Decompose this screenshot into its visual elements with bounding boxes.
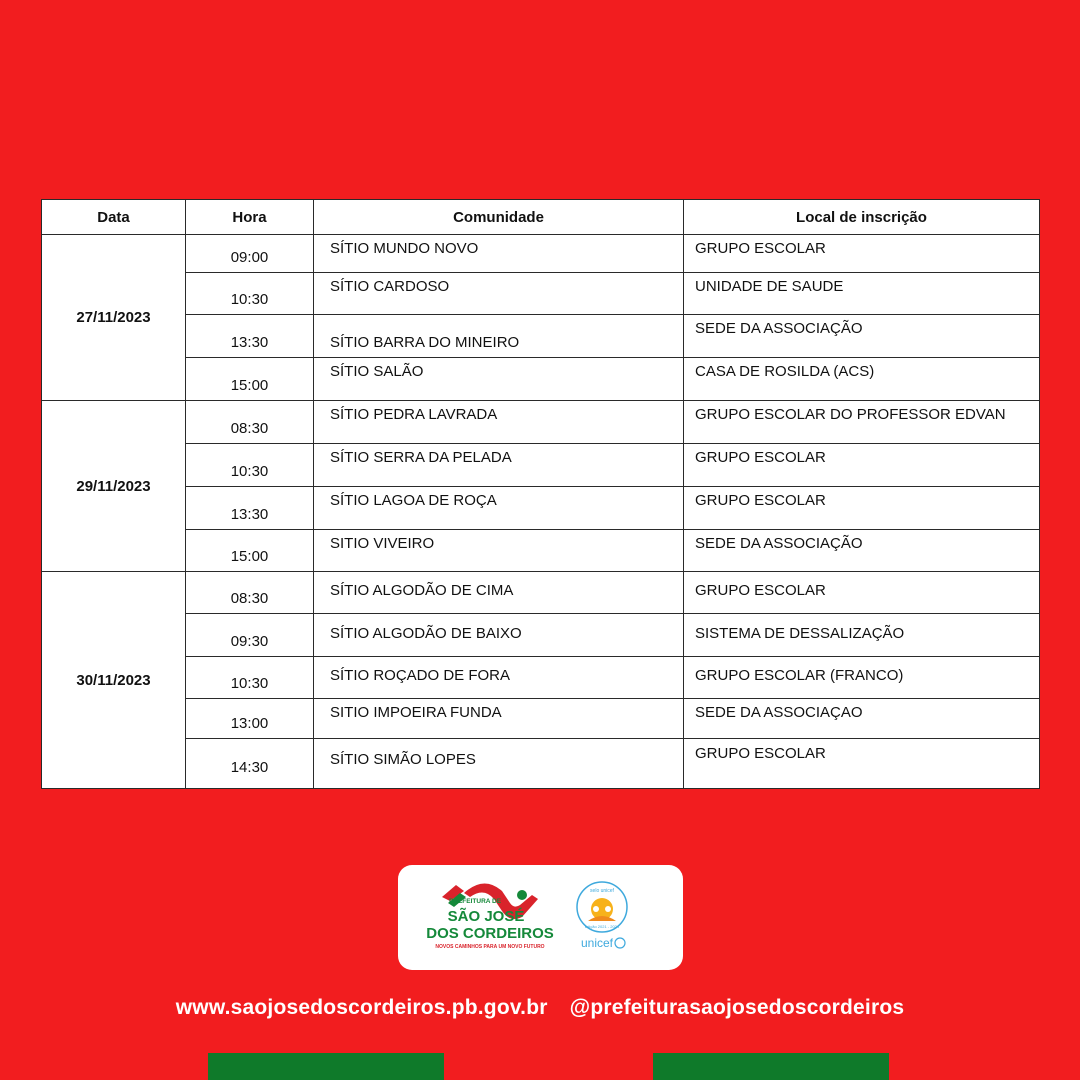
time-cell: 10:30 xyxy=(186,444,314,487)
table-row xyxy=(42,530,1040,572)
location-cell: GRUPO ESCOLAR xyxy=(684,572,1040,614)
time-cell: 08:30 xyxy=(186,401,314,444)
header-time: Hora xyxy=(186,200,314,235)
time-cell: 13:30 xyxy=(186,315,314,358)
table-row xyxy=(42,739,1040,789)
table-row xyxy=(42,699,1040,739)
globe-icon xyxy=(615,938,625,948)
footer-links xyxy=(0,996,1080,1020)
logo-slogan: NOVOS CAMINHOS PARA UM NOVO FUTURO xyxy=(435,944,545,950)
time-cell: 14:30 xyxy=(186,739,314,789)
header-community: Comunidade xyxy=(314,200,684,235)
green-bar-left xyxy=(208,1053,444,1080)
community-cell: SÍTIO PEDRA LAVRADA xyxy=(314,401,684,444)
community-cell: SÍTIO ALGODÃO DE CIMA xyxy=(314,572,684,614)
location-cell: GRUPO ESCOLAR xyxy=(684,444,1040,487)
table-row xyxy=(42,401,1040,444)
location-cell: CASA DE ROSILDA (ACS) xyxy=(684,358,1040,401)
seal-figure-right xyxy=(605,906,611,912)
date-cell: 29/11/2023 xyxy=(42,401,186,572)
logo-city-line2: DOS CORDEIROS xyxy=(426,925,554,942)
unicef-wordmark: unicef xyxy=(580,936,614,950)
table-row xyxy=(42,572,1040,614)
time-cell: 10:30 xyxy=(186,273,314,315)
table-row xyxy=(42,235,1040,273)
location-cell: SEDE DA ASSOCIAÇÃO xyxy=(684,530,1040,572)
community-cell: SÍTIO BARRA DO MINEIRO xyxy=(314,315,684,358)
logo-city-line1: SÃO JOSÉ xyxy=(447,908,525,925)
social-handle[interactable]: @prefeiturasaojosedoscordeiros xyxy=(569,996,905,1019)
website-link[interactable]: www.saojosedoscordeiros.pb.gov.br xyxy=(175,996,548,1019)
community-cell: SÍTIO SIMÃO LOPES xyxy=(314,739,684,789)
time-cell: 09:00 xyxy=(186,235,314,273)
table-row xyxy=(42,315,1040,358)
table-row xyxy=(42,614,1040,657)
table-row xyxy=(42,358,1040,401)
location-cell: SEDE DA ASSOCIAÇAO xyxy=(684,699,1040,739)
table-row xyxy=(42,273,1040,315)
location-cell: SISTEMA DE DESSALIZAÇÃO xyxy=(684,614,1040,657)
time-cell: 09:30 xyxy=(186,614,314,657)
time-cell: 15:00 xyxy=(186,358,314,401)
unicef-seal xyxy=(577,882,627,950)
community-cell: SÍTIO SALÃO xyxy=(314,358,684,401)
seal-bottom-text: edição 2021 - 2024 xyxy=(584,924,620,929)
date-cell: 30/11/2023 xyxy=(42,572,186,789)
seal-top-text: selo unicef xyxy=(590,888,614,894)
community-cell: SÍTIO CARDOSO xyxy=(314,273,684,315)
time-cell: 10:30 xyxy=(186,657,314,699)
community-cell: SÍTIO MUNDO NOVO xyxy=(314,235,684,273)
logos xyxy=(398,865,683,970)
location-cell: GRUPO ESCOLAR DO PROFESSOR EDVAN xyxy=(684,401,1040,444)
header-date: Data xyxy=(42,200,186,235)
header-location: Local de inscrição xyxy=(684,200,1040,235)
date-cell: 27/11/2023 xyxy=(42,235,186,401)
location-cell: GRUPO ESCOLAR xyxy=(684,235,1040,273)
prefeitura-logo xyxy=(426,883,554,950)
table-row xyxy=(42,444,1040,487)
logo-card xyxy=(398,865,683,970)
location-cell: GRUPO ESCOLAR xyxy=(684,487,1040,530)
community-cell: SÍTIO LAGOA DE ROÇA xyxy=(314,487,684,530)
location-cell: GRUPO ESCOLAR (FRANCO) xyxy=(684,657,1040,699)
seal-figure-left xyxy=(593,906,599,912)
community-cell: SITIO IMPOEIRA FUNDA xyxy=(314,699,684,739)
location-cell: UNIDADE DE SAUDE xyxy=(684,273,1040,315)
logo-dot xyxy=(517,890,527,900)
logo-prefeitura-text: PREFEITURA DE xyxy=(448,898,502,905)
table-header-row xyxy=(42,200,1040,235)
community-cell: SÍTIO ALGODÃO DE BAIXO xyxy=(314,614,684,657)
green-bar-right xyxy=(653,1053,889,1080)
time-cell: 08:30 xyxy=(186,572,314,614)
time-cell: 13:30 xyxy=(186,487,314,530)
community-cell: SÍTIO ROÇADO DE FORA xyxy=(314,657,684,699)
time-cell: 15:00 xyxy=(186,530,314,572)
table-row xyxy=(42,487,1040,530)
location-cell: GRUPO ESCOLAR xyxy=(684,739,1040,789)
table-row xyxy=(42,657,1040,699)
community-cell: SITIO VIVEIRO xyxy=(314,530,684,572)
schedule-table xyxy=(41,199,1040,789)
community-cell: SÍTIO SERRA DA PELADA xyxy=(314,444,684,487)
location-cell: SEDE DA ASSOCIAÇÃO xyxy=(684,315,1040,358)
time-cell: 13:00 xyxy=(186,699,314,739)
